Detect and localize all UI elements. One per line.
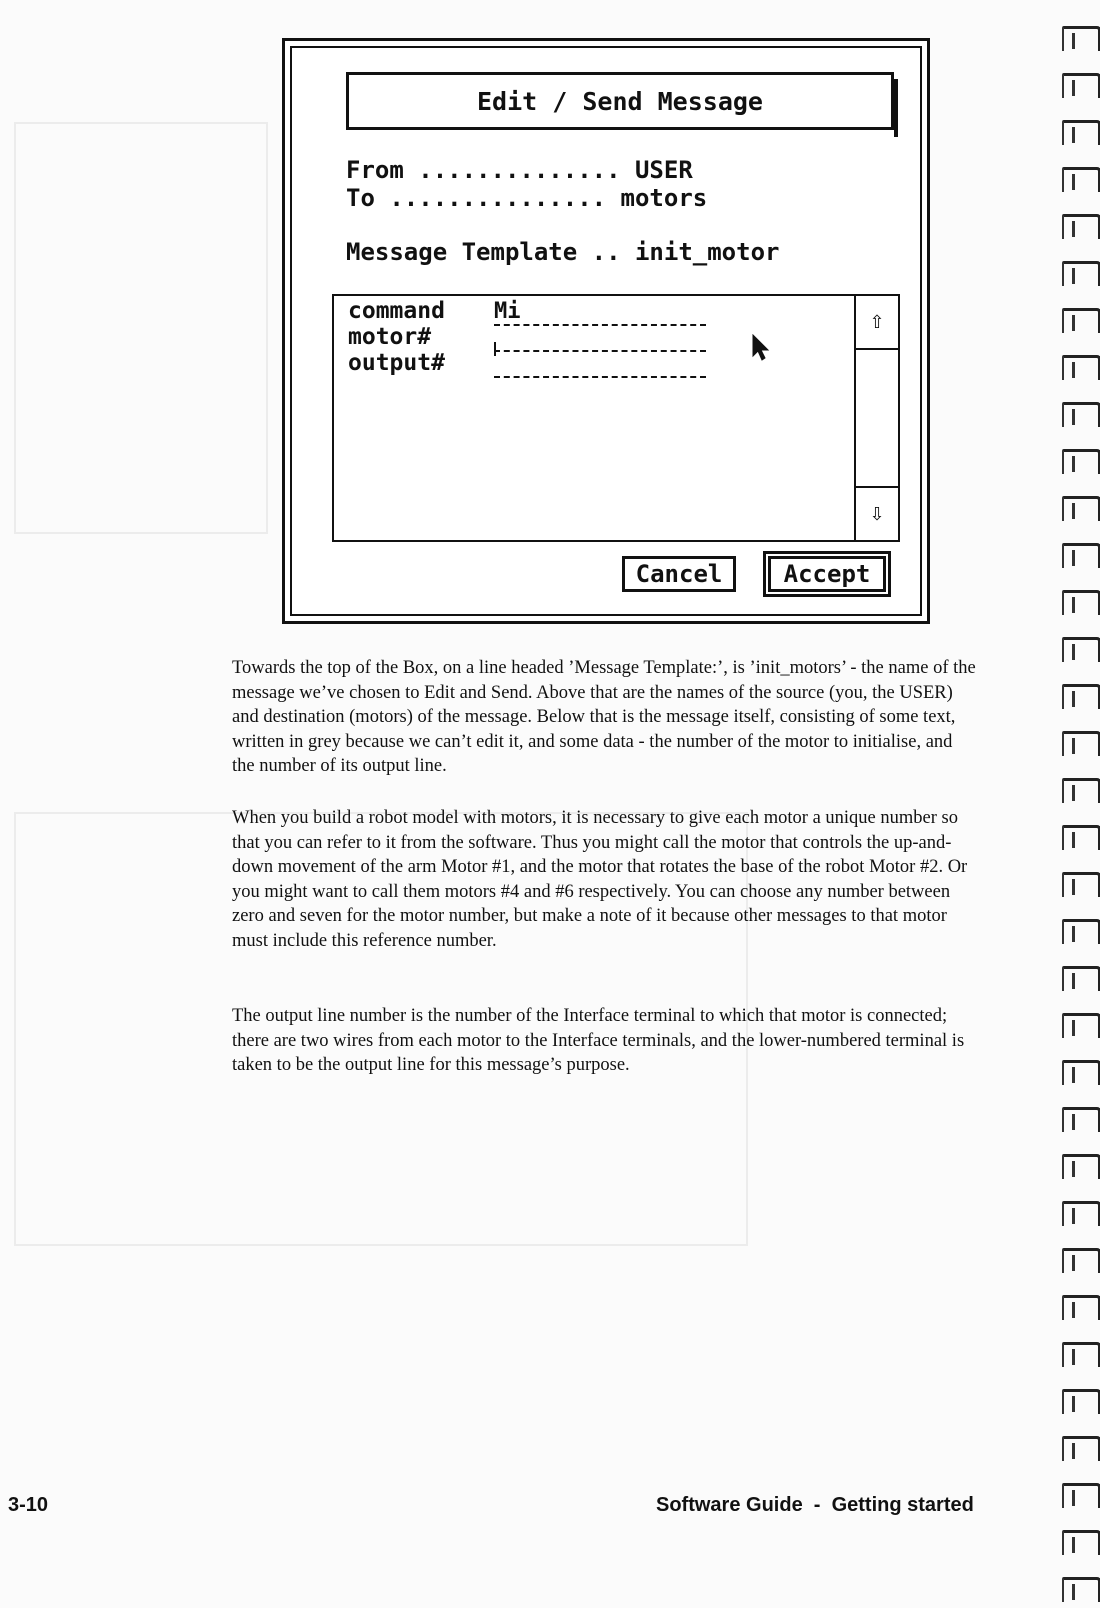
binding-ring — [1062, 73, 1100, 98]
binding-ring — [1062, 1060, 1100, 1085]
binding-ring — [1062, 590, 1100, 615]
paragraph-3-text: The output line number is the number of the Interface terminal to which that motor is connected; there are two wires from each motor to the Interface terminals, and the lower-numbered terminal is taken to be the output line for this message’s purpose. — [232, 1006, 965, 1075]
binding-ring — [1062, 402, 1100, 427]
binding-ring — [1062, 872, 1100, 897]
binding-ring — [1062, 261, 1100, 286]
field-label-output: output# — [348, 350, 445, 376]
binding-ring — [1062, 1483, 1100, 1508]
paragraph-1-text: Towards the top of the Box, on a line headed ’Message Template:’, is ’init_motors’ - the name of the message we’ve chosen to Edit and Send. Above that are the names of the source (you, the USER) and destination (motors) of the message. Below that is the message itself, consisting of some text, written in grey because we can’t edit it, and some data - the number of the motor to initialise, and the number of its output line. — [232, 658, 976, 776]
binding-ring — [1062, 1436, 1100, 1461]
field-label-command: command — [348, 298, 445, 324]
binding-ring — [1062, 449, 1100, 474]
binding-ring — [1062, 1107, 1100, 1132]
dialog-title: Edit / Send Message — [346, 72, 894, 130]
binding-ring — [1062, 825, 1100, 850]
running-footer: Software Guide - Getting started — [656, 1494, 974, 1516]
binding-ring — [1062, 1013, 1100, 1038]
binding-ring — [1062, 214, 1100, 239]
template-line: Message Template .. init_motor — [346, 238, 780, 266]
binding-ring — [1062, 1577, 1100, 1602]
dialog-frame — [290, 46, 922, 616]
from-line: From .............. USER — [346, 156, 693, 184]
binding-ring — [1062, 684, 1100, 709]
show-through-box-top — [14, 122, 268, 534]
binding-ring — [1062, 966, 1100, 991]
page-number: 3-10 — [8, 1494, 49, 1516]
scrollbar[interactable] — [854, 296, 898, 540]
to-line: To ............... motors — [346, 184, 708, 212]
paragraph-2 — [232, 806, 978, 953]
binding-ring — [1062, 637, 1100, 662]
field-label-motor: motor# — [348, 324, 432, 350]
binding-ring — [1062, 1389, 1100, 1414]
motor-number-field[interactable] — [494, 326, 706, 352]
binding-ring — [1062, 919, 1100, 944]
paragraph-3 — [232, 1004, 978, 1078]
scroll-up-arrow-icon[interactable]: ⇧ — [856, 296, 898, 350]
binding-ring — [1062, 778, 1100, 803]
cancel-button[interactable]: Cancel — [622, 556, 736, 592]
scroll-down-arrow-icon[interactable]: ⇩ — [856, 486, 898, 540]
binding-ring — [1062, 1248, 1100, 1273]
mouse-pointer-icon — [752, 334, 770, 362]
paragraph-2-text: When you build a robot model with motors, it is necessary to give each motor a unique number so that you can refer to it from the software. Thus you might call the motor that controls the up-and- down movement of the arm Motor #1, and the motor that rotates the base of the robot Motor #2. Or you might want to call them motors #4 and #6 respectively. You can choose any number between zero and seven for the motor number, but make a note of it because other messages to that motor must include this reference number. — [232, 808, 968, 951]
paragraph-1 — [232, 656, 978, 779]
binding-ring — [1062, 355, 1100, 380]
edit-send-message-dialog — [282, 38, 930, 624]
message-fields-list — [332, 294, 900, 542]
accept-button[interactable]: Accept — [768, 556, 886, 592]
binding-ring — [1062, 1201, 1100, 1226]
binding-ring — [1062, 167, 1100, 192]
binding-ring — [1062, 543, 1100, 568]
binding-ring — [1062, 26, 1100, 51]
binding-ring — [1062, 1154, 1100, 1179]
binding-ring — [1062, 308, 1100, 333]
command-field[interactable]: Mi — [494, 300, 706, 326]
binding-ring — [1062, 120, 1100, 145]
binding-ring — [1062, 731, 1100, 756]
output-number-field[interactable] — [494, 352, 706, 378]
binding-ring — [1062, 496, 1100, 521]
binding-ring — [1062, 1530, 1100, 1555]
binding-ring — [1062, 1342, 1100, 1367]
spiral-binding — [1052, 0, 1100, 1608]
binding-ring — [1062, 1295, 1100, 1320]
